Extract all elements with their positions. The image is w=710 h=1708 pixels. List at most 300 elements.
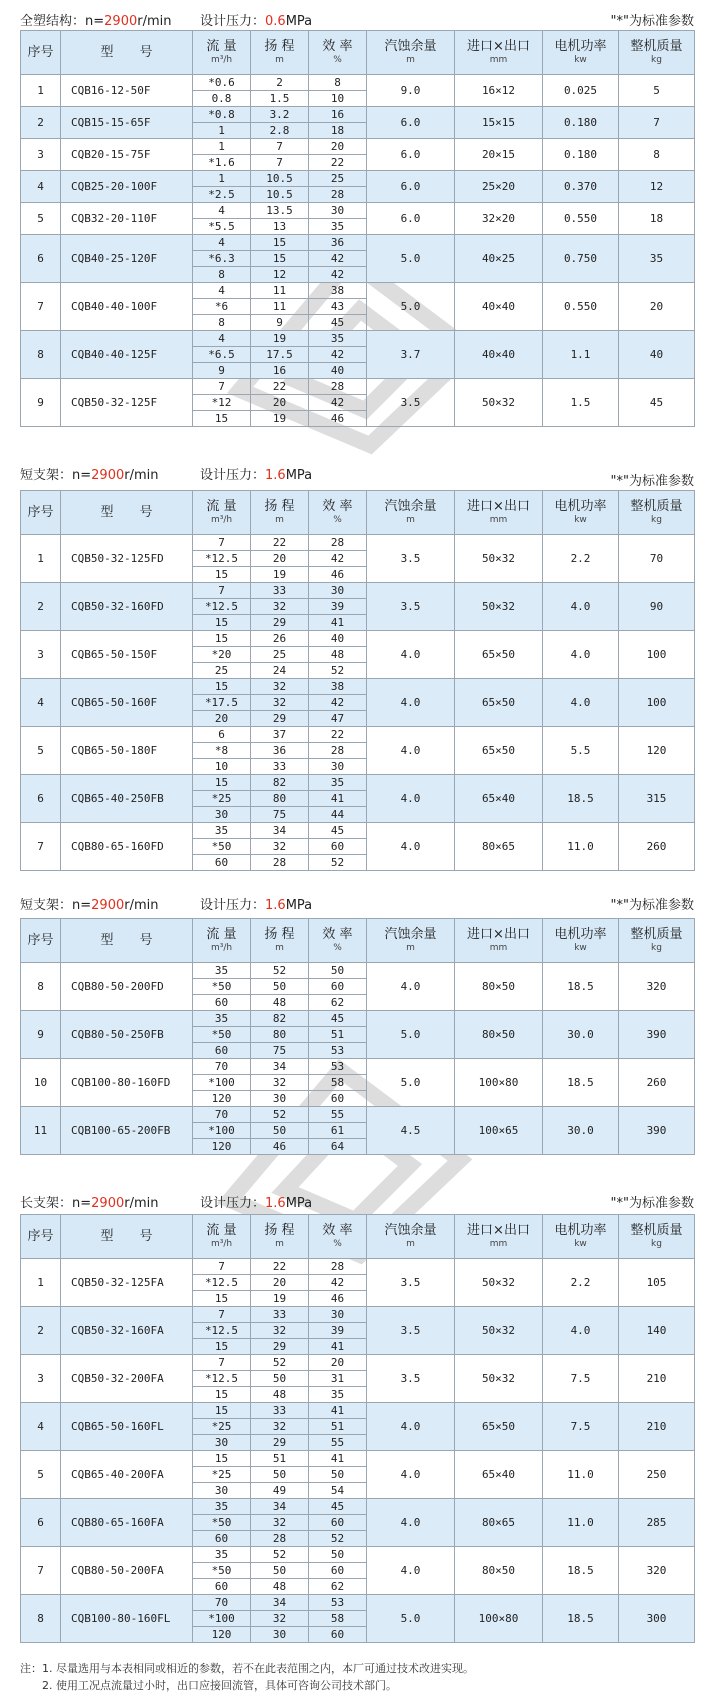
flow-value: *50 <box>193 1515 251 1531</box>
head-value: 50 <box>251 1123 309 1139</box>
column-header-unit: m <box>406 55 415 65</box>
npsh-value: 6.0 <box>367 139 455 171</box>
motor-power: 30.0 <box>543 1107 619 1155</box>
flow-value: 15 <box>193 679 251 695</box>
model-name: CQB80-65-160FA <box>61 1499 193 1547</box>
row-index: 2 <box>21 107 61 139</box>
row-index: 3 <box>21 139 61 171</box>
flow-value: 30 <box>193 1435 251 1451</box>
model-name: CQB80-65-160FD <box>61 823 193 871</box>
row-index: 8 <box>21 963 61 1011</box>
flow-value: *25 <box>193 791 251 807</box>
pressure-value: 0.6 <box>265 14 286 29</box>
eff-value: 45 <box>309 315 367 331</box>
motor-power: 11.0 <box>543 823 619 871</box>
model-name: CQB40-40-125F <box>61 331 193 379</box>
eff-value: 64 <box>309 1139 367 1155</box>
flow-value: 15 <box>193 615 251 631</box>
column-header-label: 进口×出口 <box>467 927 530 942</box>
head-value: 22 <box>251 1259 309 1275</box>
eff-value: 42 <box>309 347 367 363</box>
column-header-eff <box>309 491 367 535</box>
column-header-unit: kg <box>651 1239 662 1249</box>
head-value: 17.5 <box>251 347 309 363</box>
column-header-label: 汽蚀余量 <box>384 1223 437 1238</box>
head-value: 32 <box>251 679 309 695</box>
flow-value: 6 <box>193 727 251 743</box>
section-title: 短支架： <box>20 468 73 483</box>
model-name: CQB50-32-125F <box>61 379 193 427</box>
port-size: 100×80 <box>455 1595 543 1643</box>
npsh-value: 4.0 <box>367 963 455 1011</box>
eff-value: 38 <box>309 679 367 695</box>
column-header-label: 电机功率 <box>554 1223 607 1238</box>
motor-power: 0.370 <box>543 171 619 203</box>
motor-power: 30.0 <box>543 1011 619 1059</box>
eff-value: 35 <box>309 775 367 791</box>
flow-value: 15 <box>193 1451 251 1467</box>
column-header-unit: kg <box>651 515 662 525</box>
pressure-label: 设计压力： <box>200 898 266 913</box>
row-index: 1 <box>21 1259 61 1307</box>
head-value: 33 <box>251 583 309 599</box>
table-header-row <box>21 919 695 963</box>
model-name: CQB40-25-120F <box>61 235 193 283</box>
column-header-flow <box>193 919 251 963</box>
port-size: 65×40 <box>455 775 543 823</box>
speed-value: 2900 <box>104 14 138 29</box>
table-row <box>21 1595 695 1611</box>
row-index: 1 <box>21 535 61 583</box>
table-header-row <box>21 491 695 535</box>
npsh-value: 6.0 <box>367 107 455 139</box>
head-value: 33 <box>251 759 309 775</box>
column-header-unit: % <box>333 1239 342 1249</box>
motor-power: 4.0 <box>543 679 619 727</box>
head-value: 29 <box>251 1435 309 1451</box>
head-value: 34 <box>251 1059 309 1075</box>
column-header-head <box>251 1215 309 1259</box>
column-header-unit: m <box>275 943 284 953</box>
flow-value: 25 <box>193 663 251 679</box>
eff-value: 30 <box>309 1307 367 1323</box>
npsh-value: 3.5 <box>367 1355 455 1403</box>
section-header: 短支架：n=2900r/min 设计压力：1.6MPa "*"为标准参数 <box>20 892 694 912</box>
column-header-head <box>251 31 309 75</box>
eff-value: 31 <box>309 1371 367 1387</box>
eff-value: 53 <box>309 1043 367 1059</box>
section-title: 长支架： <box>20 1196 73 1211</box>
unit-mass: 260 <box>619 1059 695 1107</box>
eff-value: 51 <box>309 1027 367 1043</box>
spec-table <box>20 490 695 871</box>
table-row <box>21 1403 695 1419</box>
head-value: 29 <box>251 1339 309 1355</box>
column-header-label: 效 率 <box>322 39 353 54</box>
eff-value: 39 <box>309 1323 367 1339</box>
column-header-head <box>251 491 309 535</box>
flow-value: 35 <box>193 1547 251 1563</box>
note-line-1: 注：1. 尽量选用与本表相同或相近的参数，若不在此表范围之内，本厂可通过技术改进实现。 <box>20 1662 474 1675</box>
motor-power: 18.5 <box>543 1595 619 1643</box>
row-index: 9 <box>21 379 61 427</box>
column-header-port <box>455 919 543 963</box>
column-header-eff <box>309 31 367 75</box>
table-row <box>21 1011 695 1027</box>
eff-value: 58 <box>309 1611 367 1627</box>
head-value: 15 <box>251 235 309 251</box>
port-size: 50×32 <box>455 379 543 427</box>
flow-value: *12 <box>193 395 251 411</box>
table-row <box>21 1547 695 1563</box>
eff-value: 28 <box>309 743 367 759</box>
motor-power: 0.025 <box>543 75 619 107</box>
speed-value: 2900 <box>91 1196 125 1211</box>
eff-value: 41 <box>309 1339 367 1355</box>
column-header-label: 序号 <box>27 44 54 60</box>
table-header-row <box>21 1215 695 1259</box>
eff-value: 25 <box>309 171 367 187</box>
table-row <box>21 727 695 743</box>
eff-value: 41 <box>309 1451 367 1467</box>
head-value: 29 <box>251 615 309 631</box>
head-value: 48 <box>251 1579 309 1595</box>
table-row <box>21 631 695 647</box>
head-value: 19 <box>251 567 309 583</box>
head-value: 7 <box>251 155 309 171</box>
flow-value: *50 <box>193 979 251 995</box>
head-value: 16 <box>251 363 309 379</box>
head-value: 30 <box>251 1627 309 1643</box>
flow-value: 70 <box>193 1107 251 1123</box>
row-index: 4 <box>21 679 61 727</box>
eff-value: 50 <box>309 963 367 979</box>
unit-mass: 300 <box>619 1595 695 1643</box>
head-value: 32 <box>251 1323 309 1339</box>
eff-value: 50 <box>309 1547 367 1563</box>
flow-value: *25 <box>193 1419 251 1435</box>
motor-power: 7.5 <box>543 1403 619 1451</box>
flow-value: 70 <box>193 1059 251 1075</box>
column-header-model <box>61 491 193 535</box>
flow-value: *50 <box>193 839 251 855</box>
model-name: CQB20-15-75F <box>61 139 193 171</box>
flow-value: 35 <box>193 963 251 979</box>
eff-value: 54 <box>309 1483 367 1499</box>
eff-value: 20 <box>309 139 367 155</box>
row-index: 8 <box>21 1595 61 1643</box>
flow-value: *17.5 <box>193 695 251 711</box>
port-size: 40×25 <box>455 235 543 283</box>
npsh-value: 3.5 <box>367 379 455 427</box>
flow-value: 20 <box>193 711 251 727</box>
port-size: 100×65 <box>455 1107 543 1155</box>
eff-value: 22 <box>309 155 367 171</box>
npsh-value: 4.0 <box>367 775 455 823</box>
head-value: 9 <box>251 315 309 331</box>
port-size: 25×20 <box>455 171 543 203</box>
head-value: 11 <box>251 283 309 299</box>
flow-value: 120 <box>193 1091 251 1107</box>
flow-value: 10 <box>193 759 251 775</box>
eff-value: 42 <box>309 251 367 267</box>
head-value: 10.5 <box>251 171 309 187</box>
pressure-value: 1.6 <box>265 468 286 483</box>
row-index: 2 <box>21 1307 61 1355</box>
column-header-unit: mm <box>489 55 508 65</box>
unit-mass: 390 <box>619 1107 695 1155</box>
column-header-unit: % <box>333 943 342 953</box>
flow-value: 7 <box>193 583 251 599</box>
motor-power: 0.550 <box>543 283 619 331</box>
spec-table <box>20 918 695 1155</box>
column-header-unit: m³/h <box>210 943 233 953</box>
section-title: 短支架： <box>20 898 73 913</box>
npsh-value: 9.0 <box>367 75 455 107</box>
flow-value: *1.6 <box>193 155 251 171</box>
flow-value: *12.5 <box>193 599 251 615</box>
eff-value: 40 <box>309 631 367 647</box>
flow-value: 35 <box>193 823 251 839</box>
port-size: 80×65 <box>455 1499 543 1547</box>
eff-value: 45 <box>309 1499 367 1515</box>
row-index: 5 <box>21 1451 61 1499</box>
port-size: 15×15 <box>455 107 543 139</box>
flow-value: *12.5 <box>193 551 251 567</box>
column-header-mass <box>619 919 695 963</box>
port-size: 50×32 <box>455 1259 543 1307</box>
head-value: 46 <box>251 1139 309 1155</box>
eff-value: 62 <box>309 995 367 1011</box>
port-size: 20×15 <box>455 139 543 171</box>
npsh-value: 4.5 <box>367 1107 455 1155</box>
flow-value: 1 <box>193 171 251 187</box>
eff-value: 35 <box>309 1387 367 1403</box>
head-value: 2 <box>251 75 309 91</box>
column-header-unit: m³/h <box>210 515 233 525</box>
flow-value: 60 <box>193 995 251 1011</box>
column-header-power <box>543 919 619 963</box>
npsh-value: 4.0 <box>367 1499 455 1547</box>
npsh-value: 5.0 <box>367 1059 455 1107</box>
port-size: 80×50 <box>455 1011 543 1059</box>
head-value: 25 <box>251 647 309 663</box>
head-value: 82 <box>251 775 309 791</box>
flow-value: *5.5 <box>193 219 251 235</box>
port-size: 65×50 <box>455 1403 543 1451</box>
section-header: 全塑结构：n=2900r/min 设计压力：0.6MPa "*"为标准参数 <box>20 8 694 28</box>
port-size: 40×40 <box>455 331 543 379</box>
flow-value: *12.5 <box>193 1371 251 1387</box>
flow-value: *50 <box>193 1027 251 1043</box>
column-header-label: 进口×出口 <box>467 39 530 54</box>
unit-mass: 120 <box>619 727 695 775</box>
unit-mass: 20 <box>619 283 695 331</box>
column-header-label: 效 率 <box>322 499 353 514</box>
unit-mass: 8 <box>619 139 695 171</box>
pressure-value: 1.6 <box>265 1196 286 1211</box>
table-row <box>21 1355 695 1371</box>
flow-value: 60 <box>193 1531 251 1547</box>
eff-value: 28 <box>309 187 367 203</box>
column-header-unit: mm <box>489 515 508 525</box>
column-header-unit: m <box>275 55 284 65</box>
eff-value: 60 <box>309 1627 367 1643</box>
port-size: 50×32 <box>455 583 543 631</box>
row-index: 3 <box>21 631 61 679</box>
column-header-model <box>61 31 193 75</box>
column-header-model <box>61 919 193 963</box>
table-row <box>21 1499 695 1515</box>
model-name: CQB80-50-200FD <box>61 963 193 1011</box>
port-size: 50×32 <box>455 1307 543 1355</box>
footnotes <box>20 1660 694 1694</box>
head-value: 51 <box>251 1451 309 1467</box>
eff-value: 8 <box>309 75 367 91</box>
motor-power: 2.2 <box>543 535 619 583</box>
head-value: 33 <box>251 1403 309 1419</box>
npsh-value: 6.0 <box>367 203 455 235</box>
head-value: 19 <box>251 411 309 427</box>
head-value: 32 <box>251 1419 309 1435</box>
flow-value: *100 <box>193 1123 251 1139</box>
pressure-label: 设计压力： <box>200 14 266 29</box>
head-value: 10.5 <box>251 187 309 203</box>
flow-value: 15 <box>193 631 251 647</box>
column-header-label: 电机功率 <box>554 927 607 942</box>
column-header-index <box>21 1215 61 1259</box>
eff-value: 10 <box>309 91 367 107</box>
column-header-unit: kw <box>574 515 587 525</box>
column-header-unit: kw <box>574 55 587 65</box>
unit-mass: 18 <box>619 203 695 235</box>
npsh-value: 4.0 <box>367 1547 455 1595</box>
eff-value: 41 <box>309 791 367 807</box>
eff-value: 42 <box>309 551 367 567</box>
column-header-index <box>21 491 61 535</box>
column-header-unit: mm <box>489 1239 508 1249</box>
flow-value: 4 <box>193 235 251 251</box>
column-header-label: 整机质量 <box>630 39 683 54</box>
head-value: 22 <box>251 379 309 395</box>
eff-value: 42 <box>309 267 367 283</box>
column-header-port <box>455 1215 543 1259</box>
model-name: CQB100-80-160FD <box>61 1059 193 1107</box>
port-size: 80×50 <box>455 963 543 1011</box>
eff-value: 30 <box>309 759 367 775</box>
flow-value: *20 <box>193 647 251 663</box>
flow-value: 4 <box>193 283 251 299</box>
model-name: CQB100-80-160FL <box>61 1595 193 1643</box>
eff-value: 43 <box>309 299 367 315</box>
column-header-unit: kg <box>651 943 662 953</box>
flow-value: *6 <box>193 299 251 315</box>
port-size: 80×50 <box>455 1547 543 1595</box>
npsh-value: 4.0 <box>367 1451 455 1499</box>
row-index: 3 <box>21 1355 61 1403</box>
head-value: 30 <box>251 1091 309 1107</box>
motor-power: 18.5 <box>543 963 619 1011</box>
eff-value: 55 <box>309 1107 367 1123</box>
column-header-unit: m <box>275 1239 284 1249</box>
head-value: 50 <box>251 1371 309 1387</box>
eff-value: 46 <box>309 567 367 583</box>
npsh-value: 5.0 <box>367 1595 455 1643</box>
unit-mass: 7 <box>619 107 695 139</box>
eff-value: 45 <box>309 1011 367 1027</box>
motor-power: 18.5 <box>543 1547 619 1595</box>
eff-value: 60 <box>309 1563 367 1579</box>
head-value: 28 <box>251 1531 309 1547</box>
flow-value: 15 <box>193 567 251 583</box>
port-size: 50×32 <box>455 1355 543 1403</box>
motor-power: 11.0 <box>543 1499 619 1547</box>
column-header-unit: kw <box>574 943 587 953</box>
table-row <box>21 331 695 347</box>
head-value: 13.5 <box>251 203 309 219</box>
flow-value: 0.8 <box>193 91 251 107</box>
motor-power: 1.5 <box>543 379 619 427</box>
motor-power: 4.0 <box>543 631 619 679</box>
column-header-label: 流 量 <box>206 927 237 942</box>
head-value: 20 <box>251 1275 309 1291</box>
flow-value: 7 <box>193 535 251 551</box>
head-value: 75 <box>251 1043 309 1059</box>
model-name: CQB25-20-100F <box>61 171 193 203</box>
unit-mass: 5 <box>619 75 695 107</box>
motor-power: 4.0 <box>543 583 619 631</box>
npsh-value: 3.5 <box>367 583 455 631</box>
port-size: 65×50 <box>455 631 543 679</box>
port-size: 80×65 <box>455 823 543 871</box>
unit-mass: 260 <box>619 823 695 871</box>
flow-value: 60 <box>193 1043 251 1059</box>
npsh-value: 3.7 <box>367 331 455 379</box>
model-name: CQB100-65-200FB <box>61 1107 193 1155</box>
npsh-value: 3.5 <box>367 1259 455 1307</box>
model-name: CQB65-40-250FB <box>61 775 193 823</box>
flow-value: 60 <box>193 1579 251 1595</box>
unit-mass: 210 <box>619 1355 695 1403</box>
table-row <box>21 1307 695 1323</box>
row-index: 7 <box>21 823 61 871</box>
column-header-unit: mm <box>489 943 508 953</box>
flow-value: 15 <box>193 1387 251 1403</box>
npsh-value: 5.0 <box>367 283 455 331</box>
head-value: 80 <box>251 1027 309 1043</box>
model-name: CQB15-15-65F <box>61 107 193 139</box>
head-value: 50 <box>251 979 309 995</box>
row-index: 1 <box>21 75 61 107</box>
row-index: 9 <box>21 1011 61 1059</box>
flow-value: *0.6 <box>193 75 251 91</box>
table-row <box>21 535 695 551</box>
motor-power: 0.180 <box>543 107 619 139</box>
head-value: 7 <box>251 139 309 155</box>
column-header-flow <box>193 491 251 535</box>
column-header-power <box>543 1215 619 1259</box>
head-value: 52 <box>251 1547 309 1563</box>
unit-mass: 320 <box>619 963 695 1011</box>
unit-mass: 140 <box>619 1307 695 1355</box>
unit-mass: 12 <box>619 171 695 203</box>
table-row <box>21 1059 695 1075</box>
port-size: 65×40 <box>455 1451 543 1499</box>
flow-value: 7 <box>193 1355 251 1371</box>
column-header-label: 效 率 <box>322 927 353 942</box>
flow-value: 30 <box>193 1483 251 1499</box>
flow-value: 1 <box>193 123 251 139</box>
